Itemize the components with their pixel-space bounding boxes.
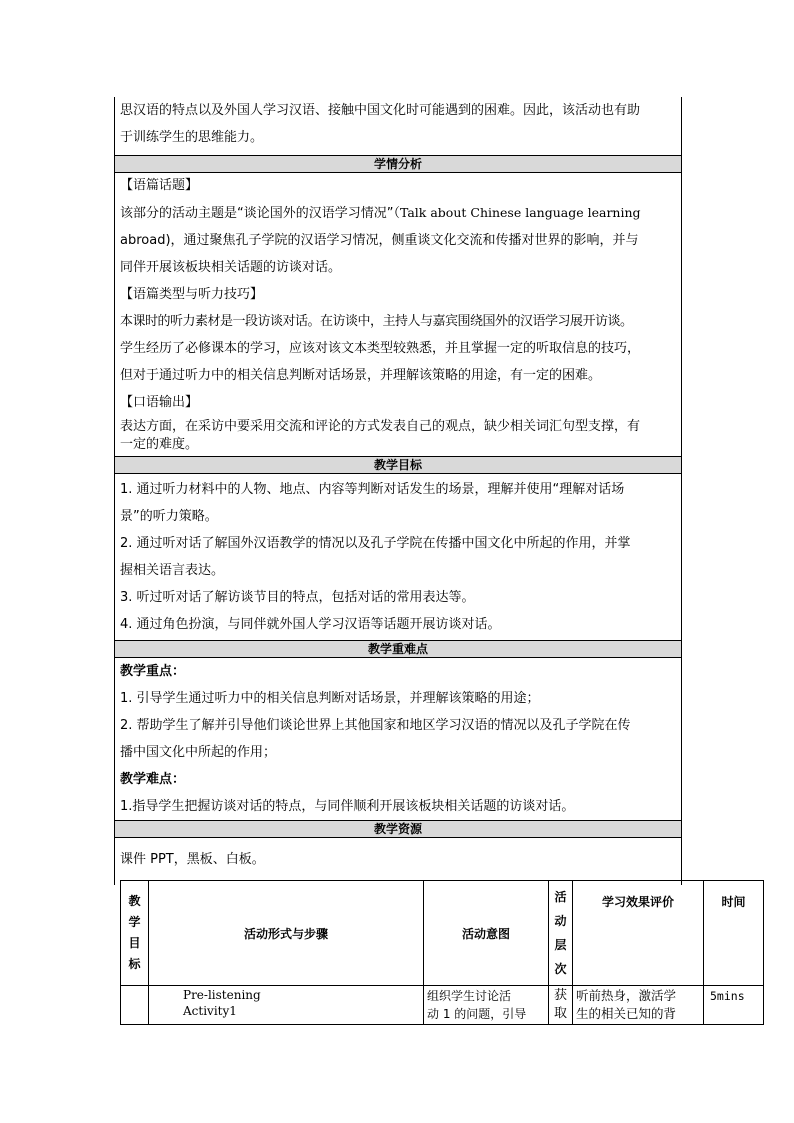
intent-cell bbox=[424, 986, 549, 1025]
header-char: 教 bbox=[128, 894, 141, 908]
topic-english: Talk about Chinese language learning bbox=[399, 205, 641, 220]
paragraph-line: 表达方面，在采访中要采用交流和评论的方式发表自己的观点，缺少相关词汇句型支撑，有 bbox=[120, 419, 641, 434]
intent-line: 组织学生讨论活 bbox=[427, 989, 512, 1003]
intro-line: 于训练学生的思维能力。 bbox=[120, 130, 264, 145]
goal-line: 握相关语言表达。 bbox=[120, 563, 225, 578]
type-title: 【语篇类型与听力技巧】 bbox=[120, 287, 264, 302]
evaluation-cell bbox=[573, 986, 704, 1025]
step-line: Activity1 bbox=[183, 1004, 237, 1018]
resources-text: 课件 PPT，黑板、白板。 bbox=[120, 852, 265, 867]
lesson-plan-table bbox=[114, 97, 682, 885]
section-header-resources: 教学资源 bbox=[115, 820, 681, 837]
paragraph-line bbox=[120, 199, 676, 227]
paragraph-line: 本课时的听力素材是一段访谈对话。在访谈中，主持人与嘉宾围绕国外的汉语学习展开访谈。 bbox=[120, 314, 633, 329]
col-header-steps: 活动形式与步骤 bbox=[149, 881, 424, 986]
section-header-goals: 教学目标 bbox=[115, 456, 681, 473]
step-line: Pre-listening bbox=[183, 988, 261, 1002]
resources-cell bbox=[115, 837, 681, 885]
paragraph-line: abroad)，通过聚焦孔子学院的汉语学习情况，侧重谈文化交流和传播对世界的影响，并与 bbox=[120, 233, 639, 248]
key-line: 播中国文化中所起的作用； bbox=[120, 745, 277, 760]
col-header-goal bbox=[121, 881, 149, 986]
header-char: 标 bbox=[128, 957, 141, 971]
evaluation-line: 听前热身，激活学 bbox=[576, 988, 677, 1003]
goal-line: 4. 通过角色扮演，与同伴就外国人学习汉语等话题开展访谈对话。 bbox=[120, 617, 501, 632]
header-char: 目 bbox=[128, 936, 141, 950]
keys-cell bbox=[115, 657, 681, 820]
topic-title: 【语篇话题】 bbox=[120, 178, 199, 193]
difficulty-title: 教学难点： bbox=[120, 772, 186, 787]
oral-title: 【口语输出】 bbox=[120, 395, 199, 410]
key-title: 教学重点： bbox=[120, 664, 186, 679]
paragraph-line: 同伴开展该板块相关话题的访谈对话。 bbox=[120, 260, 342, 275]
goal-cell bbox=[121, 986, 149, 1025]
intent-line: 动 1 的问题，引导 bbox=[427, 1007, 527, 1021]
time-value: 5mins bbox=[710, 989, 745, 1003]
goal-line: 1. 通过听力材料中的人物、地点、内容等判断对话发生的场景，理解并使用“理解对话场 bbox=[120, 482, 625, 497]
table-row bbox=[121, 986, 764, 1025]
col-header-time: 时间 bbox=[704, 881, 764, 986]
xueqing-cell bbox=[115, 172, 681, 456]
intro-line: 思汉语的特点以及外国人学习汉语、接触中国文化时可能遇到的困难。因此，该活动也有助 bbox=[120, 103, 641, 118]
header-char: 学 bbox=[128, 915, 141, 929]
goal-line: 2. 通过听对话了解国外汉语教学的情况以及孔子学院在传播中国文化中所起的作用，并掌 bbox=[120, 536, 631, 551]
key-line: 2. 帮助学生了解并引导他们谈论世界上其他国家和地区学习汉语的情况以及孔子学院在传 bbox=[120, 718, 631, 733]
difficulty-line: 1.指导学生把握访谈对话的特点，与同伴顺利开展该板块相关话题的访谈对话。 bbox=[120, 799, 575, 814]
table-header-row bbox=[121, 881, 764, 986]
steps-cell bbox=[149, 986, 424, 1025]
paragraph-line: 学生经历了必修课本的学习，应该对该文本类型较熟悉，并且掌握一定的听取信息的技巧， bbox=[120, 341, 641, 356]
level-char: 取 bbox=[553, 1006, 567, 1021]
evaluation-line: 生的相关已知的背 bbox=[576, 1006, 677, 1021]
goals-cell bbox=[115, 473, 681, 640]
col-header-level bbox=[549, 881, 573, 986]
topic-text: 该部分的活动主题是“谈论国外的汉语学习情况”（ bbox=[120, 206, 400, 221]
level-char: 获 bbox=[553, 988, 567, 1003]
header-char: 次 bbox=[554, 962, 567, 976]
header-char: 活 bbox=[554, 890, 567, 904]
time-cell bbox=[704, 986, 764, 1025]
intro-cell bbox=[115, 97, 681, 155]
col-header-evaluation: 学习效果评价 bbox=[573, 881, 704, 986]
level-cell bbox=[549, 986, 573, 1025]
header-char: 动 bbox=[554, 914, 567, 928]
paragraph-line: 一定的难度。 bbox=[120, 437, 199, 452]
key-line: 1. 引导学生通过听力中的相关信息判断对话场景，并理解该策略的用途； bbox=[120, 691, 540, 706]
section-header-xueqing: 学情分析 bbox=[115, 155, 681, 172]
col-header-intent: 活动意图 bbox=[424, 881, 549, 986]
goal-line: 景”的听力策略。 bbox=[120, 509, 218, 524]
activity-table bbox=[120, 880, 764, 1025]
goal-line: 3. 听过听对话了解访谈节目的特点，包括对话的常用表达等。 bbox=[120, 590, 475, 605]
paragraph-line: 但对于通过听力中的相关信息判断对话场景，并理解该策略的用途，有一定的困难。 bbox=[120, 368, 602, 383]
header-char: 层 bbox=[554, 938, 567, 952]
section-header-keys: 教学重难点 bbox=[115, 640, 681, 657]
